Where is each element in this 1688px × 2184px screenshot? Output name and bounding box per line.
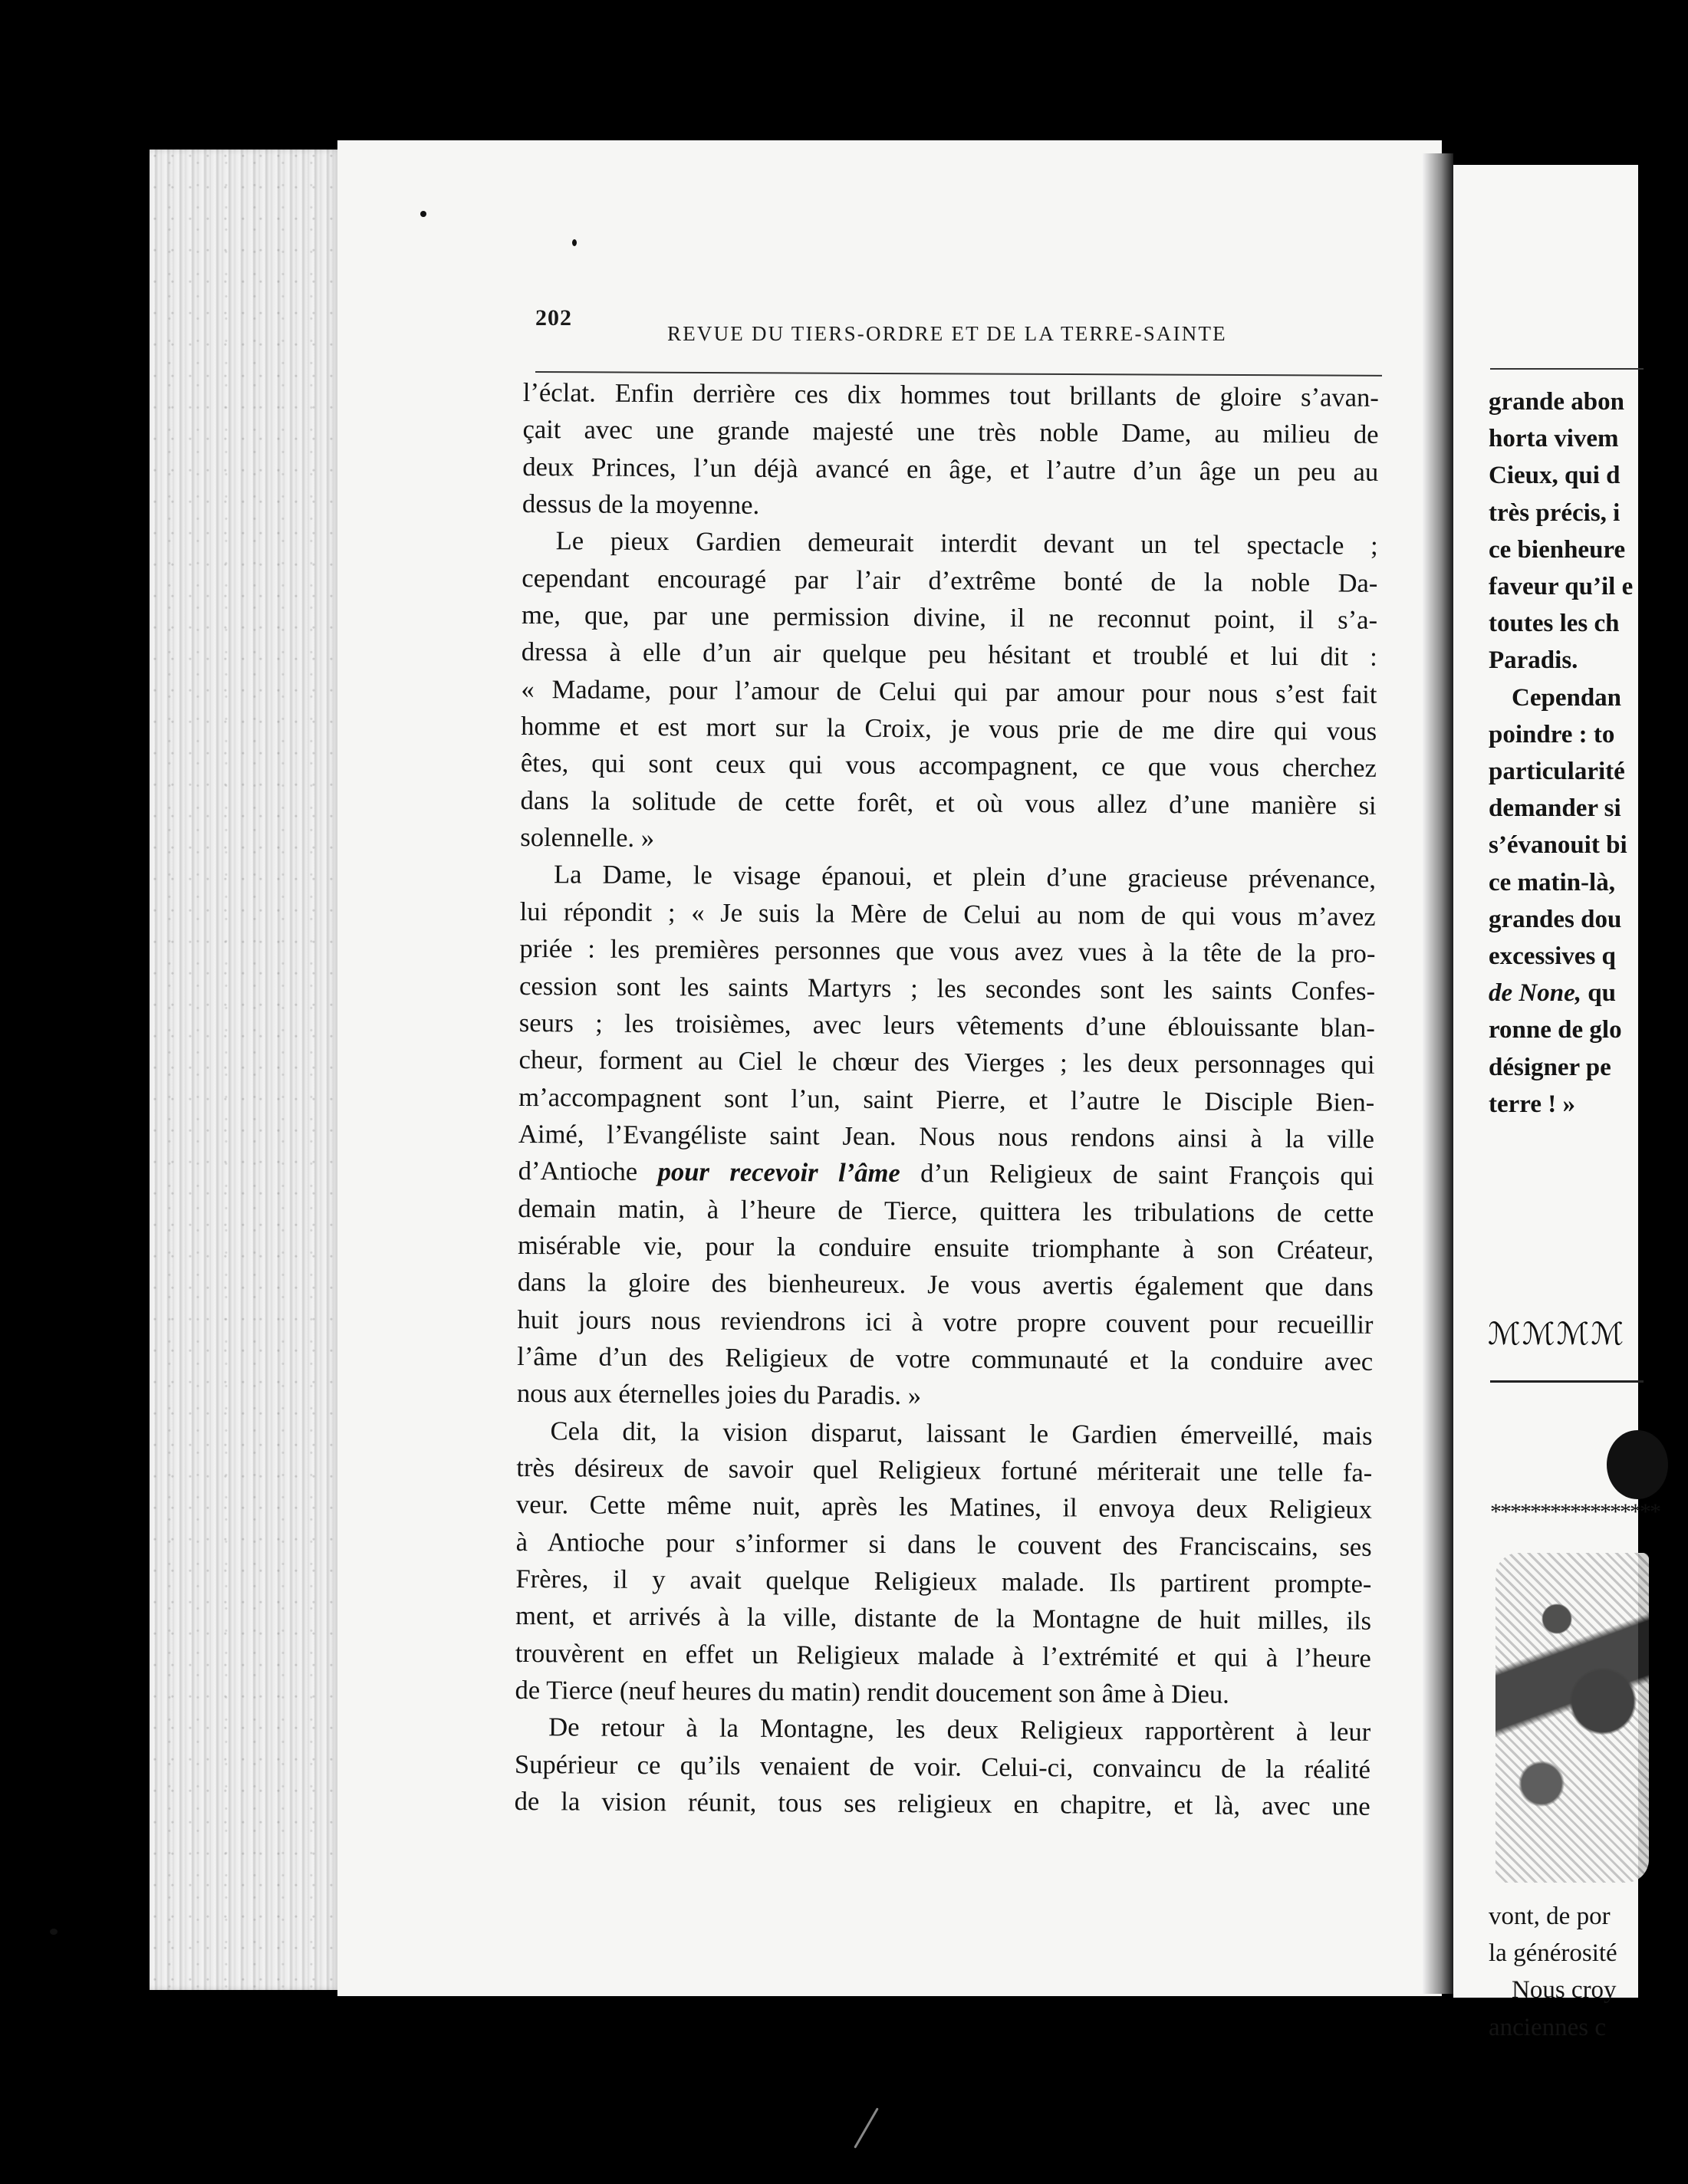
text-line: ce bienheure <box>1489 535 1626 564</box>
text-line: ce matin-là, <box>1489 868 1615 896</box>
text-line: désigner pe <box>1489 1053 1611 1081</box>
text-line: la générosité <box>1489 1939 1617 1968</box>
dust-speck <box>572 239 577 246</box>
text-line: Cela dit, la vision disparut, laissant le Gardien émerveillé, mais <box>550 1416 1373 1451</box>
text-line: me, que, par une permission divine, il ne reconnut point, il s’a- <box>521 600 1378 635</box>
text-line: dans la solitude de cette forêt, et où vous allez d’une manière si <box>520 785 1377 821</box>
text-line: anciennes c <box>1489 2013 1606 2041</box>
text-line: Cieux, qui d <box>1489 462 1621 490</box>
text-line: m’accompagnent sont l’un, saint Pierre, et l’autre le Disciple Bien- <box>518 1082 1375 1117</box>
text-line: dessus de la moyenne. <box>522 489 760 520</box>
title-initial-mark <box>1607 1430 1668 1499</box>
text-line: horta vivem <box>1489 425 1619 453</box>
text-line: De retour à la Montagne, les deux Religieux rapportèrent à leur <box>548 1712 1371 1748</box>
text-line <box>518 1153 1374 1195</box>
page-number: 202 <box>535 305 572 331</box>
dust-speck <box>420 211 426 217</box>
text-line: huit jours nous reviendrons ici à votre propre couvent pour recueillir <box>517 1304 1374 1340</box>
text-line: Paradis. <box>1489 646 1578 675</box>
text-line: poindre : to <box>1489 720 1615 748</box>
text-line: dressa à elle d’un air quelque peu hésitant et troublé et lui dit : <box>521 637 1377 673</box>
text-line: « Madame, pour l’amour de Celui qui par amour pour nous s’est fait <box>521 674 1377 709</box>
ornament-rule <box>1490 1380 1644 1383</box>
italic-phrase: de None, <box>1489 979 1581 1008</box>
text-line: demain matin, à l’heure de Tierce, quittera les tribulations de cette <box>518 1193 1374 1228</box>
text-line: priée : les premières personnes que vous avez vues à la tête de la pro- <box>519 934 1376 969</box>
text-line: Aimé, l’Evangéliste saint Jean. Nous nous rendons ainsi à la ville <box>518 1119 1375 1154</box>
text-line: l’éclat. Enfin derrière ces dix hommes tout brillants de gloire s’avan- <box>522 377 1379 413</box>
text-line: çait avec une grande majesté une très noble Dame, au milieu de <box>522 415 1379 450</box>
body-text <box>514 374 1378 1825</box>
text-line: nous aux éternelles joies du Paradis. » <box>516 1379 922 1411</box>
text-line: êtes, qui sont ceux qui vous accompagnent, ce que vous cherchez <box>520 748 1377 784</box>
text-line: seurs ; les troisièmes, avec leurs vêtements d’une éblouissante blan- <box>518 1008 1375 1043</box>
text-line: ronne de glo <box>1489 1016 1622 1044</box>
text-line: de Tierce (neuf heures du matin) rendit doucement son âme à Dieu. <box>515 1675 1230 1709</box>
paragraph <box>522 374 1379 528</box>
text-line: terre ! » <box>1489 1090 1575 1118</box>
text-line: grandes dou <box>1489 905 1622 933</box>
text-line: Cependan <box>1512 683 1622 712</box>
text-fragment: qu <box>1588 979 1616 1008</box>
text-line: à Antioche pour s’informer si dans le couvent des Franciscains, ses <box>515 1527 1372 1562</box>
right-page-rule <box>1490 368 1644 370</box>
text-line: excessives q <box>1489 942 1616 971</box>
decorated-dropcap-image <box>1496 1553 1649 1883</box>
dust-speck <box>50 1929 58 1935</box>
text-line: La Dame, le visage épanoui, et plein d’une gracieuse prévenance, <box>553 860 1377 895</box>
text-line: misérable vie, pour la conduire ensuite triomphante à son Créateur, <box>517 1230 1374 1265</box>
ornament-band: ℳℳℳℳ <box>1488 1317 1626 1351</box>
running-title: REVUE DU TIERS-ORDRE ET DE LA TERRE-SAINTE <box>667 322 1227 345</box>
text-line: Supérieur ce qu’ils venaient de voir. Celui-ci, convaincu de la réalité <box>514 1749 1371 1784</box>
text-line: très désireux de savoir quel Religieux fortuné mériterait une telle fa- <box>516 1452 1373 1488</box>
paragraph <box>514 1709 1370 1825</box>
text-line: lui répondit ; « Je suis la Mère de Celui au nom de qui vous m’avez <box>519 896 1376 932</box>
text-line: cependant encouragé par l’air d’extrême bonté de la noble Da- <box>522 563 1378 598</box>
text-line: particularité <box>1489 758 1625 786</box>
right-page-text-top <box>1489 383 1688 1123</box>
text-line: s’évanouit bi <box>1489 831 1627 860</box>
right-page-text-bottom <box>1489 1898 1688 2046</box>
paragraph <box>517 856 1376 1417</box>
text-line: faveur qu’il e <box>1489 573 1634 601</box>
text-line: solennelle. » <box>520 823 655 854</box>
text-fragment: d’un Religieux de saint François qui <box>920 1159 1374 1192</box>
text-line: cession sont les saints Martyrs ; les secondes sont les saints Confes- <box>519 971 1376 1006</box>
text-line: homme et est mort sur la Croix, je vous prie de me dire qui vous <box>521 712 1377 746</box>
text-line: Nous croy <box>1512 1976 1617 2005</box>
text-line: ment, et arrivés à la ville, distante de la Montagne de huit milles, ils <box>515 1601 1372 1636</box>
paragraph <box>520 522 1378 861</box>
italic-phrase: pour recevoir l’âme <box>657 1157 900 1189</box>
text-line: de la vision réunit, tous ses religieux en chapitre, et là, avec une <box>514 1787 1370 1821</box>
text-line: cheur, forment au Ciel le chœur des Vierges ; les deux personnages qui <box>518 1045 1375 1080</box>
text-line: deux Princes, l’un déjà avancé en âge, et l’autre d’un âge un peu au <box>522 452 1379 487</box>
text-line: l’âme d’un des Religieux de votre communauté et la conduire avec <box>517 1341 1374 1377</box>
star-divider: ***************** <box>1490 1499 1660 1525</box>
book-gutter <box>1423 153 1453 1994</box>
text-line: Le pieux Gardien demeurait interdit devant un tel spectacle ; <box>555 526 1378 561</box>
page-edges <box>150 150 341 1990</box>
text-line: trouvèrent en effet un Religieux malade à l’extrémité et qui à l’heure <box>515 1638 1371 1673</box>
text-line <box>1489 975 1688 1011</box>
right-page <box>1453 165 1660 2041</box>
text-line: vont, de por <box>1489 1903 1611 1930</box>
paragraph <box>515 1413 1372 1715</box>
text-fragment: d’Antioche <box>518 1156 638 1187</box>
text-line: Frères, il y avait quelque Religieux malade. Ils partirent prompte- <box>515 1564 1372 1599</box>
text-line: grande abon <box>1489 388 1624 416</box>
text-line: toutes les ch <box>1489 610 1620 638</box>
text-line: dans la gloire des bienheureux. Je vous avertis également que dans <box>517 1268 1374 1303</box>
text-line: très précis, i <box>1489 498 1621 527</box>
text-line: demander si <box>1489 794 1621 823</box>
text-line: veur. Cette même nuit, après les Matines, il envoya deux Religieux <box>515 1490 1373 1525</box>
